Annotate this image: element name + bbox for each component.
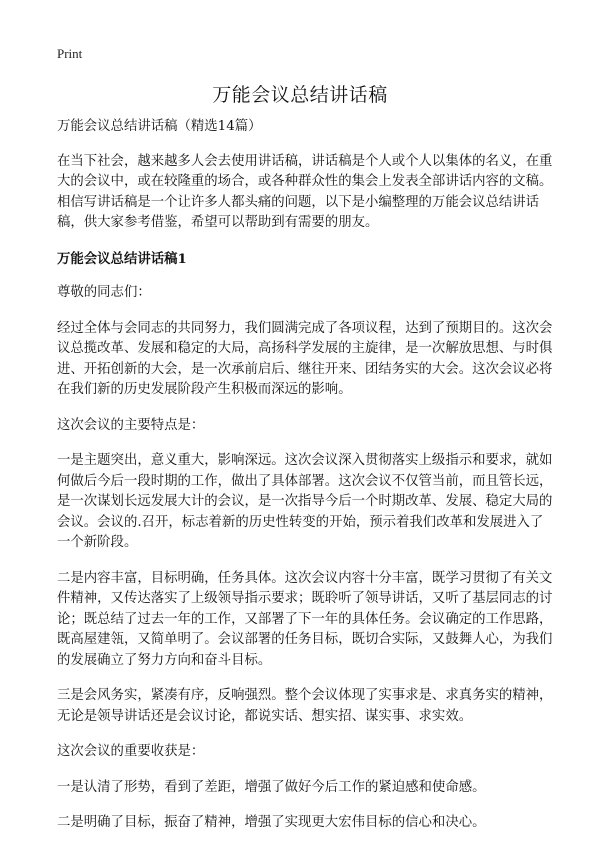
print-link[interactable]: Print: [57, 46, 83, 61]
section-heading: 万能会议总结讲话稿1: [57, 250, 187, 267]
paragraph: 这次会议的主要特点是：: [57, 417, 205, 433]
paragraph: 二是内容丰富，目标明确，任务具体。这次会议内容十分丰富，既学习贯彻了有关文件精神，又传达落实了上级领导指示要求；既聆听了领导讲话，又听了基层同志的讨论；既总结了过去一年的工作，又部署了下一年的具体任务。会议确定的工作思路，既高屋建瓴，又简单明了。会议部署的任务目标，既切合实际，又鼓舞人心，为我们的发展确立了努力方向和奋斗目标。: [57, 570, 553, 668]
paragraph: 一是主题突出，意义重大，影响深远。这次会议深入贯彻落实上级指示和要求，就如何做后今后一段时期的工作，做出了具体部署。这次会议不仅管当前，而且管长远，是一次谋划长远发展大计的会议，是一次指导今后一个时期改革、发展、稳定大局的会议。会议的.召开，标志着新的历史性转变的开始，预示着我们改革和发展进入了一个新阶段。: [57, 453, 553, 550]
paragraph: 三是会风务实，紧凑有序，反响强烈。整个会议体现了实事求是、求真务实的精神，无论是领导讲话还是会议讨论，都说实话、想实招、谋实事、求实效。: [57, 688, 553, 724]
paragraph: 二是明确了目标，振奋了精神，增强了实现更大宏伟目标的信心和决心。: [57, 815, 486, 830]
paragraph: 经过全体与会同志的共同努力，我们圆满完成了各项议程，达到了预期目的。这次会议总揽改革、发展和稳定的大局，高扬科学发展的主旋律，是一次解放思想、与时俱进、开拓创新的大会，是一次承前启后、继往开来、团结务实的大会。这次会议必将在我们新的历史发展阶段产生积极而深远的影响。: [57, 320, 553, 397]
paragraph: 这次会议的重要收获是：: [57, 744, 205, 759]
document-body: [57, 117, 553, 849]
document-subtitle: 万能会议总结讲话稿（精选14篇）: [57, 119, 262, 134]
document-title: 万能会议总结讲话稿: [212, 84, 388, 106]
intro-paragraph: 在当下社会，越来越多人会去使用讲话稿，讲话稿是个人或个人以集体的名义，在重大的会议中，或在较隆重的场合，或各种群众性的集会上发表全部讲话内容的文稿。相信写讲话稿是一个让许多人都头痛的问题，以下是小编整理的万能会议总结讲话稿，供大家参考借鉴，希望可以帮助到有需要的朋友。: [57, 153, 553, 230]
paragraph: 一是认清了形势，看到了差距，增强了做好今后工作的紧迫感和使命感。: [57, 779, 486, 795]
paragraph-greeting: 尊敬的同志们：: [57, 285, 151, 300]
